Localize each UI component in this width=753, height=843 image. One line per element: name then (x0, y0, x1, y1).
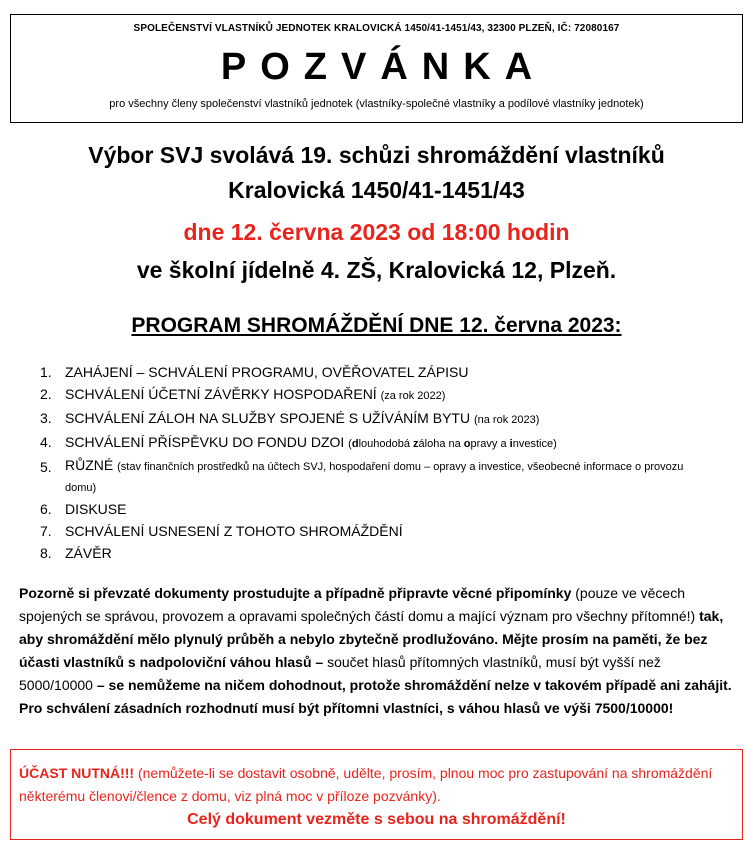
lead-line-2: Kralovická 1450/41-1451/43 (228, 177, 525, 203)
agenda-text: SCHVÁLENÍ ZÁLOH NA SLUŽBY SPOJENÉ S UŽÍVÁNÍM BYTU (65, 410, 471, 426)
bring-document-note: Celý dokument vezměte s sebou na shromáždění! (187, 811, 566, 828)
note-normal-2: součet hlasů přítomných vlastníků, musí být vyšší než 5000/10000 (19, 654, 661, 693)
agenda-number: 6. (40, 501, 52, 517)
program-title: PROGRAM SHROMÁŽDĚNÍ DNE 12. června 2023: (131, 314, 622, 337)
agenda-item (40, 383, 700, 407)
agenda-text: ZÁVĚR (65, 545, 112, 561)
agenda-list (40, 361, 700, 564)
meeting-place: ve školní jídelně 4. ZŠ, Kralovická 12, Plzeň. (136, 257, 617, 283)
agenda-item (40, 407, 700, 431)
agenda-text: DISKUSE (65, 501, 127, 517)
agenda-item (40, 361, 700, 383)
attendance-required: ÚČAST NUTNÁ!!! (19, 765, 135, 781)
agenda-item (40, 520, 700, 542)
agenda-item (40, 542, 700, 564)
document-subtitle: pro všechny členy společenství vlastníků jednotek (vlastníky-společné vlastníky a podílové vlastníky jednotek) (109, 98, 644, 110)
lead-line-1: Výbor SVJ svolává 19. schůzi shromáždění vlastníků (88, 142, 665, 168)
dzoi-note: (dlouhodobá záloha na opravy a investice) (348, 438, 557, 450)
agenda-number: 5. (40, 459, 52, 475)
instructions-paragraph (19, 582, 735, 720)
header-box (10, 14, 743, 123)
agenda-text: ZAHÁJENÍ – SCHVÁLENÍ PROGRAMU, OVĚŘOVATEL ZÁPISU (65, 364, 469, 380)
agenda-item (40, 498, 700, 520)
agenda-text: SCHVÁLENÍ USNESENÍ Z TOHOTO SHROMÁŽDĚNÍ (65, 523, 403, 539)
document-title: POZVÁNKA (220, 46, 547, 88)
agenda-number: 1. (40, 364, 52, 380)
note-bold-3: – se nemůžeme na ničem dohodnout, protože shromáždění nelze v takovém případě ani zahájit. Pro schválení zásadních rozhodnutí musí být přítomni vlastníci, s váhou hlasů ve výši 7500/10000! (19, 677, 732, 716)
agenda-number: 8. (40, 545, 52, 561)
agenda-text: SCHVÁLENÍ ÚČETNÍ ZÁVĚRKY HOSPODAŘENÍ (65, 386, 377, 402)
note-normal-1: (pouze ve věcech spojených se správou, provozem a opravami společných částí domu a mající význam pro všechny přítomné!) (19, 585, 700, 624)
agenda-note: (stav finančních prostředků na účtech SVJ, hospodaření domu – opravy a investice, všeobecné informace o provozu domu) (65, 461, 684, 494)
attendance-box (10, 749, 743, 840)
agenda-item (40, 431, 700, 455)
agenda-note: (na rok 2023) (473, 414, 540, 426)
agenda-number: 3. (40, 410, 52, 426)
agenda-text: SCHVÁLENÍ PŘÍSPĚVKU DO FONDU DZOI (65, 434, 345, 450)
note-bold-2: tak, aby shromáždění mělo plynulý průběh a nebylo zbytečně prodlužováno. Mějte prosím na paměti, že bez účasti vlastníků s nadpoloviční váhou hlasů – (19, 608, 724, 670)
organization-line: SPOLEČENSTVÍ VLASTNÍKŮ JEDNOTEK KRALOVICKÁ 1450/41-1451/43, 32300 PLZEŇ, IČ: 72080167 (133, 23, 620, 34)
agenda-item (40, 456, 700, 498)
meeting-date: dne 12. června 2023 od 18:00 hodin (183, 219, 570, 245)
proxy-info: (nemůžete-li se dostavit osobně, udělte, prosím, plnou moc pro zastupování na shromáždění některému členovi/člence z domu, viz plná moc v příloze pozvánky). (19, 765, 713, 804)
attendance-text (19, 762, 734, 808)
note-bold-1: Pozorně si převzaté dokumenty prostudujte a případně připravte věcné připomínky (19, 585, 572, 601)
agenda-note: (za rok 2022) (380, 390, 446, 402)
agenda-number: 2. (40, 386, 52, 402)
agenda-number: 7. (40, 523, 52, 539)
agenda-number: 4. (40, 434, 52, 450)
agenda-text: RŮZNÉ (65, 457, 114, 473)
